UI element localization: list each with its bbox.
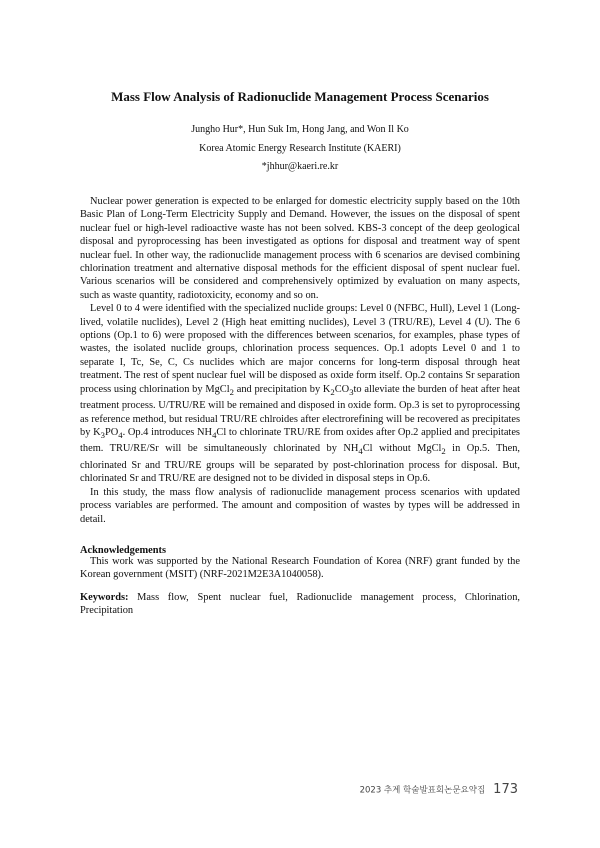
subscript: 4 — [212, 430, 217, 441]
affiliation: Korea Atomic Energy Research Institute (KAERI) — [199, 143, 401, 154]
authors: Jungho Hur*, Hun Suk Im, Hong Jang, and Won Il Ko — [191, 124, 409, 135]
page-number: 173 — [493, 782, 518, 797]
subscript: 2 — [441, 446, 446, 457]
footer-text: 2023 추계 학술발표회논문요약집 — [359, 785, 486, 796]
acknowledgements-text: This work was supported by the National Research Foundation of Korea (NRF) grant funded by the Korean government (MSIT) (NRF-2021M2E3A1040058). — [80, 556, 520, 581]
subscript: 4 — [358, 446, 363, 457]
paragraph-2-text: CO — [334, 383, 350, 395]
page-footer — [360, 779, 518, 798]
paragraph-2-text: Level 0 to 4 were identified with the specialized nuclide groups: Level 0 (NFBC, Hull), Level 1 (Long-lived, volatile nuclides), Level 2 (High heat emitting nuclides), Level 3 (TRU/RE), Level 4 (U). The 6 options (Op.1 to 6) were proposed with the differences between scenarios, for examples, phase types of wastes, the isolated nuclide groups, chlorination process sequences. Op.1 adopts Level 0 and 1 to separate I, Tc, Se, C, Cs nuclides which are major concerns for long-term disposal through heat treatment. The rest of spent nuclear fuel will be disposed as oxide form itself. Op.2 contains Sr separation process using chlorination by MgCl — [80, 303, 520, 395]
paragraph-2-text: Cl without MgCl — [362, 443, 442, 455]
paragraph-2-text: Cl to chlorinate TRU/RE from oxides after Op.2 applied and precipitates them. TRU/RE/Sr will be simultaneously chlorinated by NH — [80, 426, 520, 455]
paragraph-2 — [80, 302, 520, 486]
email: *jhhur@kaeri.re.kr — [261, 161, 339, 172]
abstract-body — [80, 195, 520, 526]
paragraph-2-text: to alleviate the burden of heat after heat treatment process. U/TRU/RE will be remained and disposed in oxide form. Op.3 is set to pyroprocessing as reference method, but residual TRU/RE chlroides after electrorefining will be recovered as precipitates by K — [80, 383, 520, 438]
paragraph-2-text: PO — [104, 426, 119, 438]
subscript: 3 — [349, 386, 354, 397]
acknowledgements-heading: Acknowledgements — [80, 545, 167, 556]
subscript: 4 — [118, 430, 123, 441]
paragraph-1: Nuclear power generation is expected to be enlarged for domestic electricity supply based on the 10th Basic Plan of Long-Term Electricity Supply and Demand. However, the issues on the disposal of spent nuclear fuel or high-level radioactive waste has not been solved. KBS-3 concept of the deep geological disposal and pyroprocessing has been investigated as options for disposal and treatment way of spent nuclear fuel. In other way, the radionuclide management process with 6 scenarios are devised combining chlorination treatment and alternative disposal methods for the efficient disposal of spent nuclear fuel. Various scenarios will be considered and comprehensively optimized by evaluation on many aspects, such as waste quantity, radiotoxicity, economy and so on. — [80, 196, 520, 301]
paragraph-2-text: in Op.5. Then, chlorinated Sr and TRU/RE groups will be separated by post-chlorination process for disposal. But, chlorinated Sr and TRU/RE are designed not to be divided in disposal steps in Op.6. — [80, 443, 520, 485]
paragraph-2-text: and precipitation by K — [233, 383, 331, 395]
keywords — [80, 591, 520, 618]
keywords-text: Mass flow, Spent nuclear fuel, Radionuclide management process, Chlorination, Precipitation — [80, 592, 520, 617]
keywords-label: Keywords: — [80, 592, 129, 603]
paragraph-2-text: . Op.4 introduces NH — [122, 426, 213, 438]
paragraph-3: In this study, the mass flow analysis of radionuclide management process scenarios with updated process variables are performed. The amount and composition of wastes by types will be addressed in detail. — [80, 486, 520, 525]
paper-title: Mass Flow Analysis of Radionuclide Management Process Scenarios — [111, 89, 489, 104]
subscript: 2 — [330, 386, 335, 397]
subscript: 2 — [229, 386, 234, 397]
subscript: 3 — [100, 430, 105, 441]
